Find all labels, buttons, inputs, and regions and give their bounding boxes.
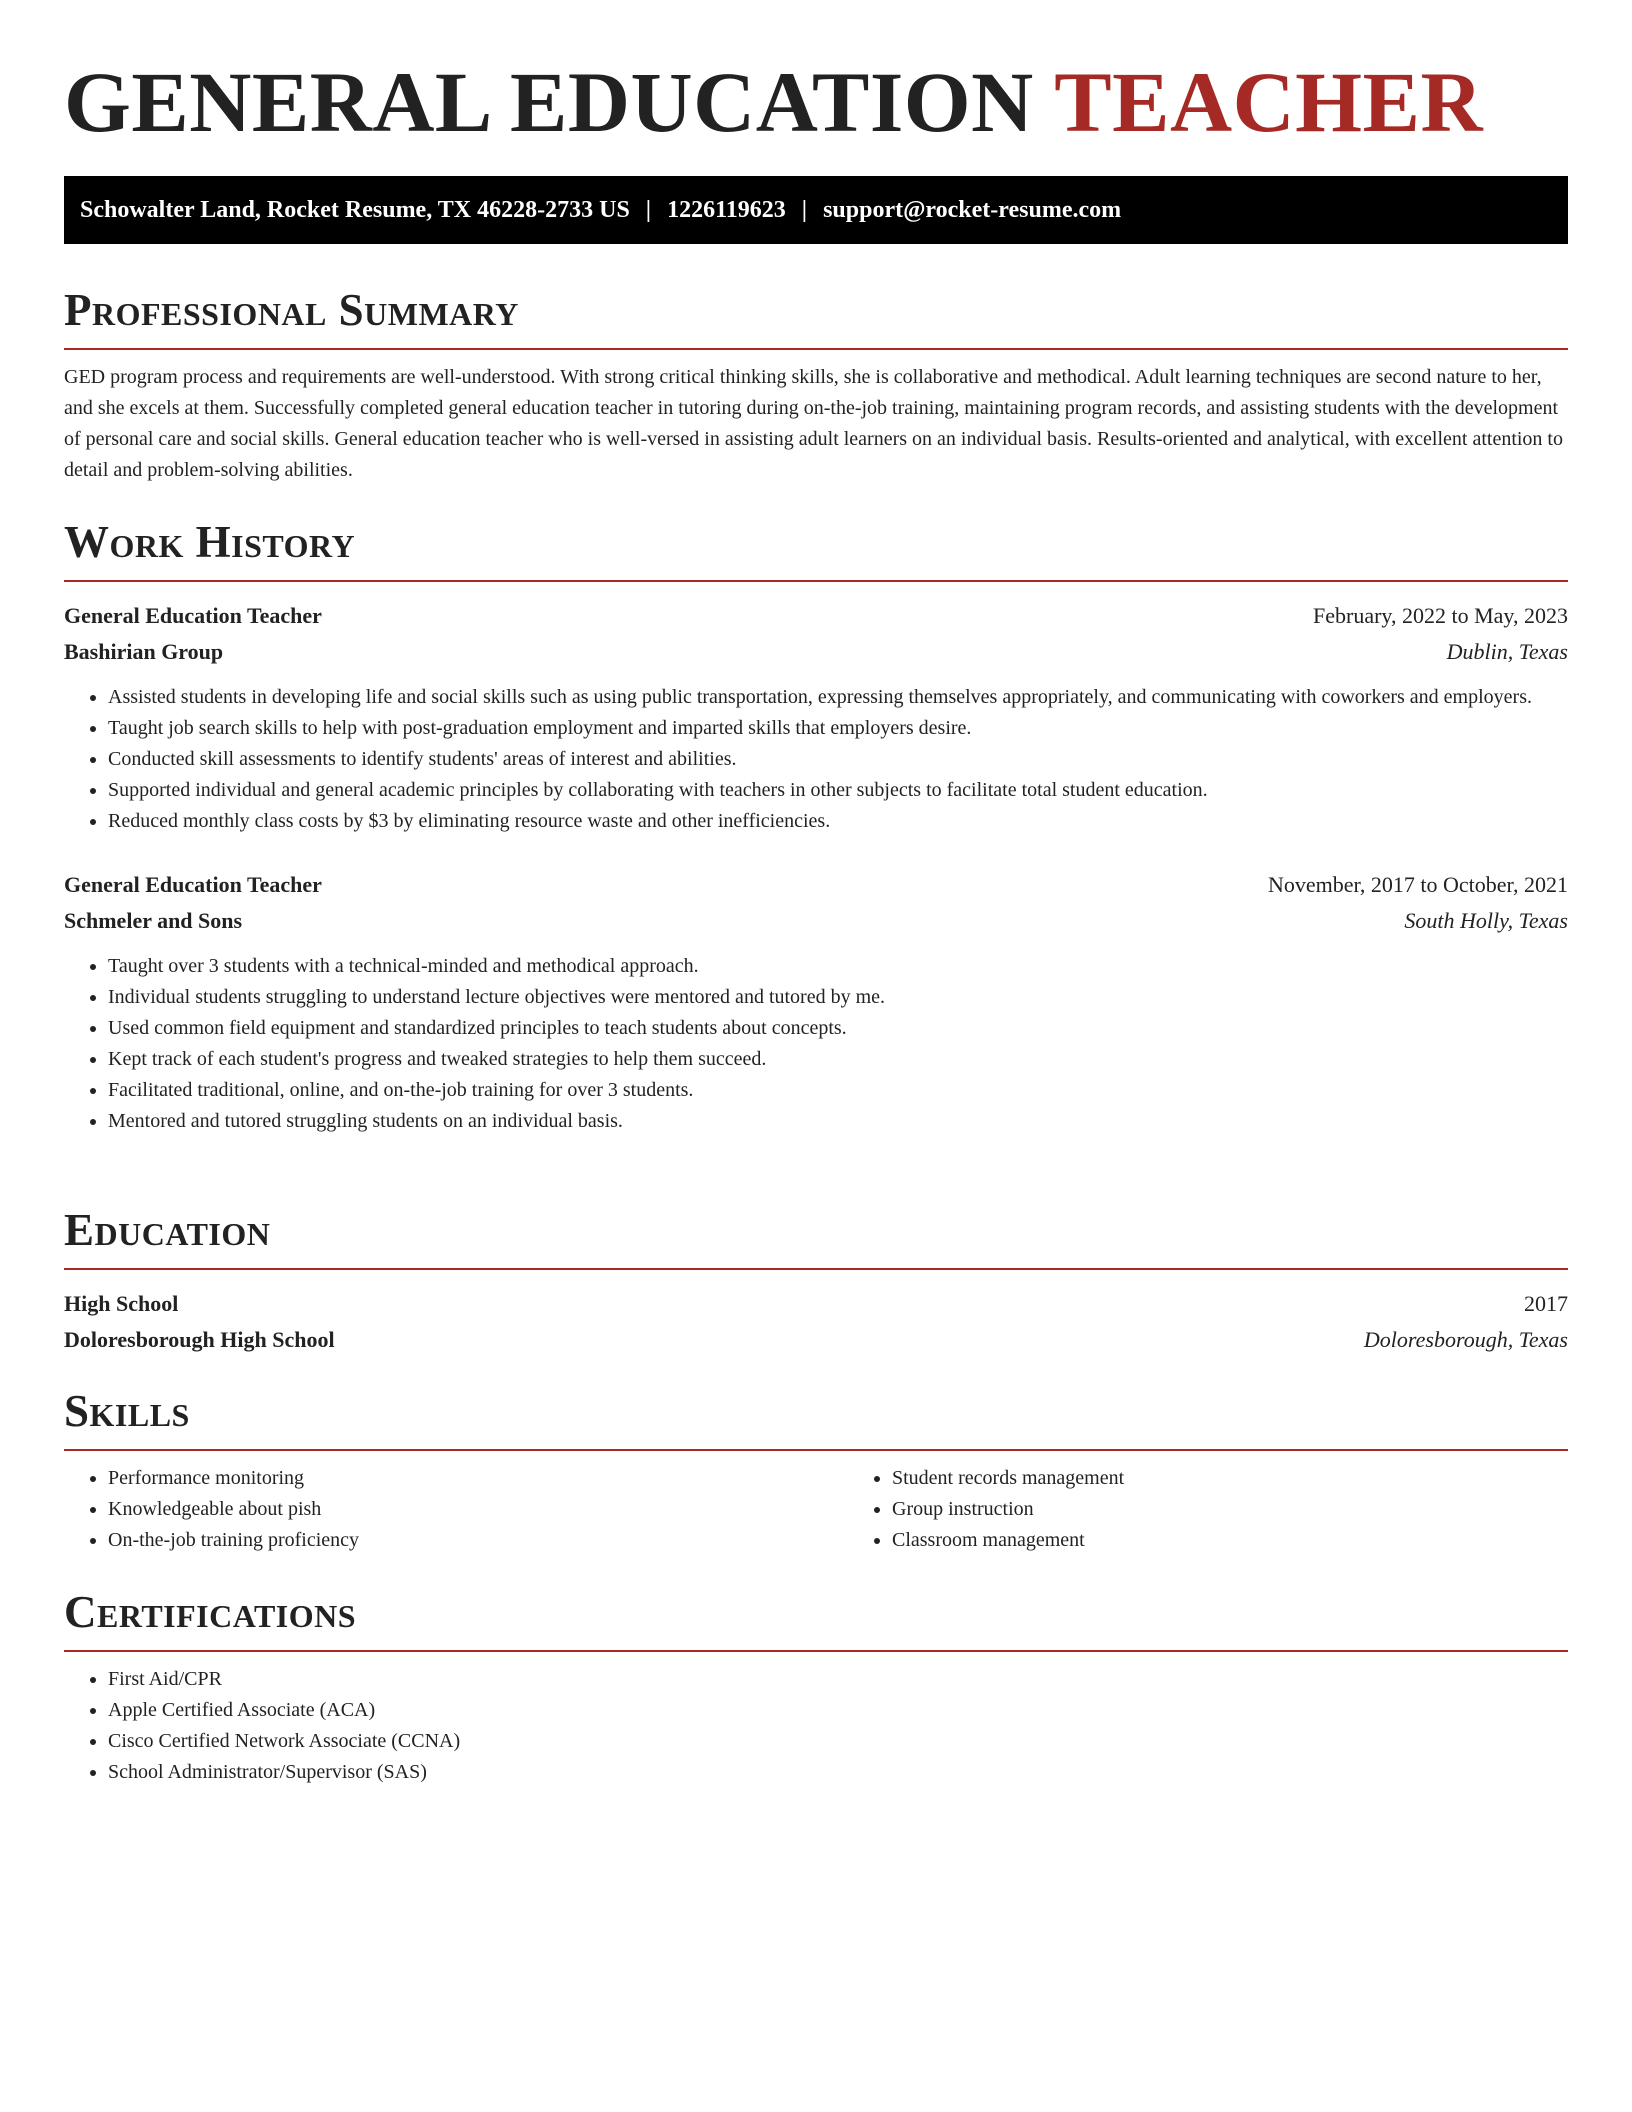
contact-separator: |	[645, 196, 652, 223]
skills-list-left	[64, 1463, 848, 1556]
certifications-heading: Certifications	[64, 1587, 357, 1637]
name-main: GENERAL EDUCATION	[64, 54, 1034, 150]
skill-item: • Classroom management	[892, 1525, 1632, 1556]
job-header-row	[64, 598, 1568, 634]
skill-item: • Knowledgeable about pish	[108, 1494, 848, 1525]
summary-section	[64, 280, 1568, 486]
job-bullet: • Mentored and tutored struggling students on an individual basis.	[108, 1106, 1568, 1137]
contact-separator: |	[801, 196, 808, 223]
contact-bar	[64, 176, 1568, 244]
education-school-row	[64, 1322, 1568, 1358]
job-bullet: • Individual students struggling to understand lecture objectives were mentored and tutored by me.	[108, 982, 1568, 1013]
education-degree: High School	[64, 1291, 179, 1316]
work-history-section	[64, 512, 1568, 1137]
job-company-row	[64, 903, 1568, 939]
name-accent: TEACHER	[1054, 54, 1484, 150]
job-company: Schmeler and Sons	[64, 908, 243, 933]
job-entry	[64, 867, 1568, 1137]
skills-heading: Skills	[64, 1386, 190, 1436]
contact-phone[interactable]: 1226119623	[667, 196, 786, 223]
section-divider	[64, 1268, 1568, 1270]
certification-item: • Apple Certified Associate (ACA)	[108, 1695, 1568, 1726]
certifications-list	[64, 1664, 1568, 1788]
resume-name	[64, 52, 1483, 152]
section-divider	[64, 1650, 1568, 1652]
work-history-heading: Work History	[64, 517, 356, 567]
job-location: South Holly, Texas	[1404, 908, 1568, 933]
job-company-row	[64, 634, 1568, 670]
job-bullet: • Assisted students in developing life and social skills such as using public transportation, expressing themselves appropriately, and communicating with coworkers and employers.	[108, 682, 1568, 713]
job-bullet: • Facilitated traditional, online, and on-the-job training for over 3 students.	[108, 1075, 1568, 1106]
job-bullet-list	[64, 682, 1568, 837]
section-divider	[64, 348, 1568, 350]
education-entry	[64, 1286, 1568, 1358]
section-divider	[64, 580, 1568, 582]
job-entry	[64, 598, 1568, 837]
education-school: Doloresborough High School	[64, 1327, 335, 1352]
job-bullet-list	[64, 951, 1568, 1137]
skill-item: • Performance monitoring	[108, 1463, 848, 1494]
contact-address: Schowalter Land, Rocket Resume, TX 46228-2733 US	[80, 196, 630, 223]
job-company: Bashirian Group	[64, 639, 224, 664]
skills-list-right	[848, 1463, 1632, 1556]
education-heading: Education	[64, 1205, 271, 1255]
job-dates: November, 2017 to October, 2021	[1267, 872, 1568, 897]
job-bullet: • Kept track of each student's progress and tweaked strategies to help them succeed.	[108, 1044, 1568, 1075]
skill-item: • Student records management	[892, 1463, 1632, 1494]
job-bullet: • Reduced monthly class costs by $3 by eliminating resource waste and other inefficiencies.	[108, 806, 1568, 837]
job-bullet: • Supported individual and general academic principles by collaborating with teachers in other subjects to facilitate total student education.	[108, 775, 1568, 806]
skills-section	[64, 1381, 1568, 1556]
job-title: General Education Teacher	[64, 603, 322, 628]
job-header-row	[64, 867, 1568, 903]
summary-heading: Professional Summary	[64, 285, 519, 335]
certification-item: • Cisco Certified Network Associate (CCNA)	[108, 1726, 1568, 1757]
certifications-section	[64, 1582, 1568, 1788]
education-location: Doloresborough, Texas	[1363, 1327, 1568, 1352]
skill-item: • Group instruction	[892, 1494, 1632, 1525]
certification-item: • School Administrator/Supervisor (SAS)	[108, 1757, 1568, 1788]
education-year: 2017	[1524, 1291, 1568, 1316]
education-section	[64, 1200, 1568, 1358]
job-bullet: • Conducted skill assessments to identify students' areas of interest and abilities.	[108, 744, 1568, 775]
job-title: General Education Teacher	[64, 872, 322, 897]
job-bullet: • Taught over 3 students with a technical-minded and methodical approach.	[108, 951, 1568, 982]
skill-item: • On-the-job training proficiency	[108, 1525, 848, 1556]
education-degree-row	[64, 1286, 1568, 1322]
skills-grid	[64, 1451, 1568, 1556]
summary-text: GED program process and requirements are well-understood. With strong critical thinking skills, she is collaborative and methodical. Adult learning techniques are second nature to her, and she excels at them. Successfully completed general education teacher in tutoring during on-the-job training, maintaining program records, and assisting students with the development of personal care and social skills. General education teacher who is well-versed in assisting adult learners on an individual basis. Results-oriented and analytical, with excellent attention to detail and problem-solving abilities.	[64, 366, 1563, 481]
job-bullet: • Taught job search skills to help with post-graduation employment and imparted skills that employers desire.	[108, 713, 1568, 744]
contact-email[interactable]: support@rocket-resume.com	[823, 196, 1122, 223]
job-location: Dublin, Texas	[1446, 639, 1568, 664]
certification-item: • First Aid/CPR	[108, 1664, 1568, 1695]
job-dates: February, 2022 to May, 2023	[1313, 603, 1568, 628]
job-bullet: • Used common field equipment and standardized principles to teach students about concepts.	[108, 1013, 1568, 1044]
